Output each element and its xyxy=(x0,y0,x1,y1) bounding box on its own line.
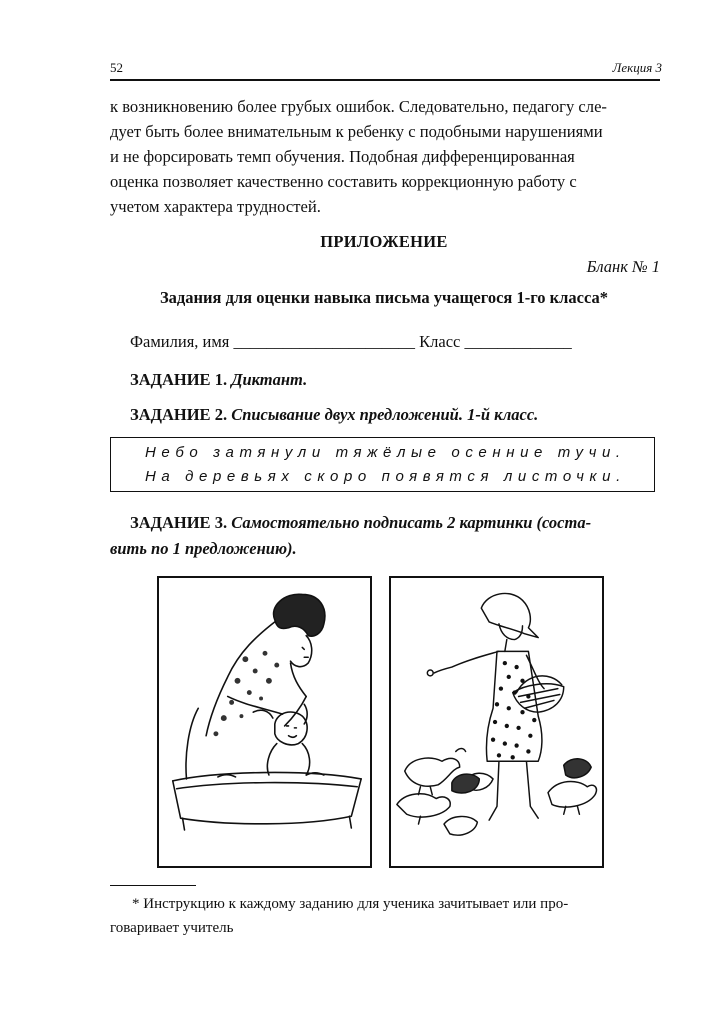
body-line: оценка позволяет качественно составить коррекционную работу с xyxy=(110,172,577,191)
task-3-text: Самостоятельно подписать 2 картинки (соста- xyxy=(231,513,592,532)
page-number: 52 xyxy=(110,60,123,75)
task-2-text: Списывание двух предложений. 1-й класс. xyxy=(231,405,539,424)
class-blank[interactable]: _____________ xyxy=(464,332,572,351)
task-3-line xyxy=(110,536,658,562)
task-3-label: ЗАДАНИЕ 3. xyxy=(130,513,228,532)
task-3-text-cont: вить по 1 предложению). xyxy=(110,539,297,558)
task-2-label: ЗАДАНИЕ 2. xyxy=(130,405,228,424)
task-2 xyxy=(130,405,538,425)
name-blank[interactable]: ______________________ xyxy=(233,332,416,351)
girl-feeding-chickens-illustration xyxy=(391,578,602,866)
footnote-rule xyxy=(110,885,196,886)
body-line: дует быть более внимательным к ребенку с подобными нарушениями xyxy=(110,122,603,141)
copy-sentence: На деревьях скоро появятся листочки. xyxy=(145,468,626,485)
appendix-title: ПРИЛОЖЕНИЕ xyxy=(320,232,448,251)
class-label: Класс xyxy=(419,332,461,351)
footnote xyxy=(110,892,658,940)
footnote-line: говаривает учитель xyxy=(110,920,234,936)
task-1-label: ЗАДАНИЕ 1. xyxy=(130,370,228,389)
footnote-line: * Инструкцию к каждому заданию для ученика зачитывает или про- xyxy=(132,896,569,912)
task-1 xyxy=(130,370,307,390)
task-3 xyxy=(110,510,658,562)
tasks-title: Задания для оценки навыка письма учащегося 1-го класса* xyxy=(159,288,609,307)
picture-girl-feeding-chickens xyxy=(389,576,604,868)
copy-sentence: Небо затянули тяжёлые осенние тучи. xyxy=(145,444,626,461)
body-paragraph xyxy=(110,94,658,219)
body-line: к возникновению более грубых ошибок. Следовательно, педагогу сле- xyxy=(110,97,607,116)
woman-bathing-child-illustration xyxy=(159,578,370,866)
form-number: Бланк № 1 xyxy=(586,257,660,276)
name-label: Фамилия, имя xyxy=(130,332,230,351)
picture-woman-bathing-child xyxy=(157,576,372,868)
student-fields xyxy=(130,332,572,352)
task-3-line xyxy=(110,510,658,536)
header-rule xyxy=(110,79,660,81)
task-1-text: Диктант. xyxy=(231,370,308,389)
lecture-header: Лекция 3 xyxy=(612,60,662,75)
copy-sentences-box xyxy=(110,437,655,492)
body-line: и не форсировать темп обучения. Подобная дифференцированная xyxy=(110,147,575,166)
body-line: учетом характера трудностей. xyxy=(110,197,321,216)
